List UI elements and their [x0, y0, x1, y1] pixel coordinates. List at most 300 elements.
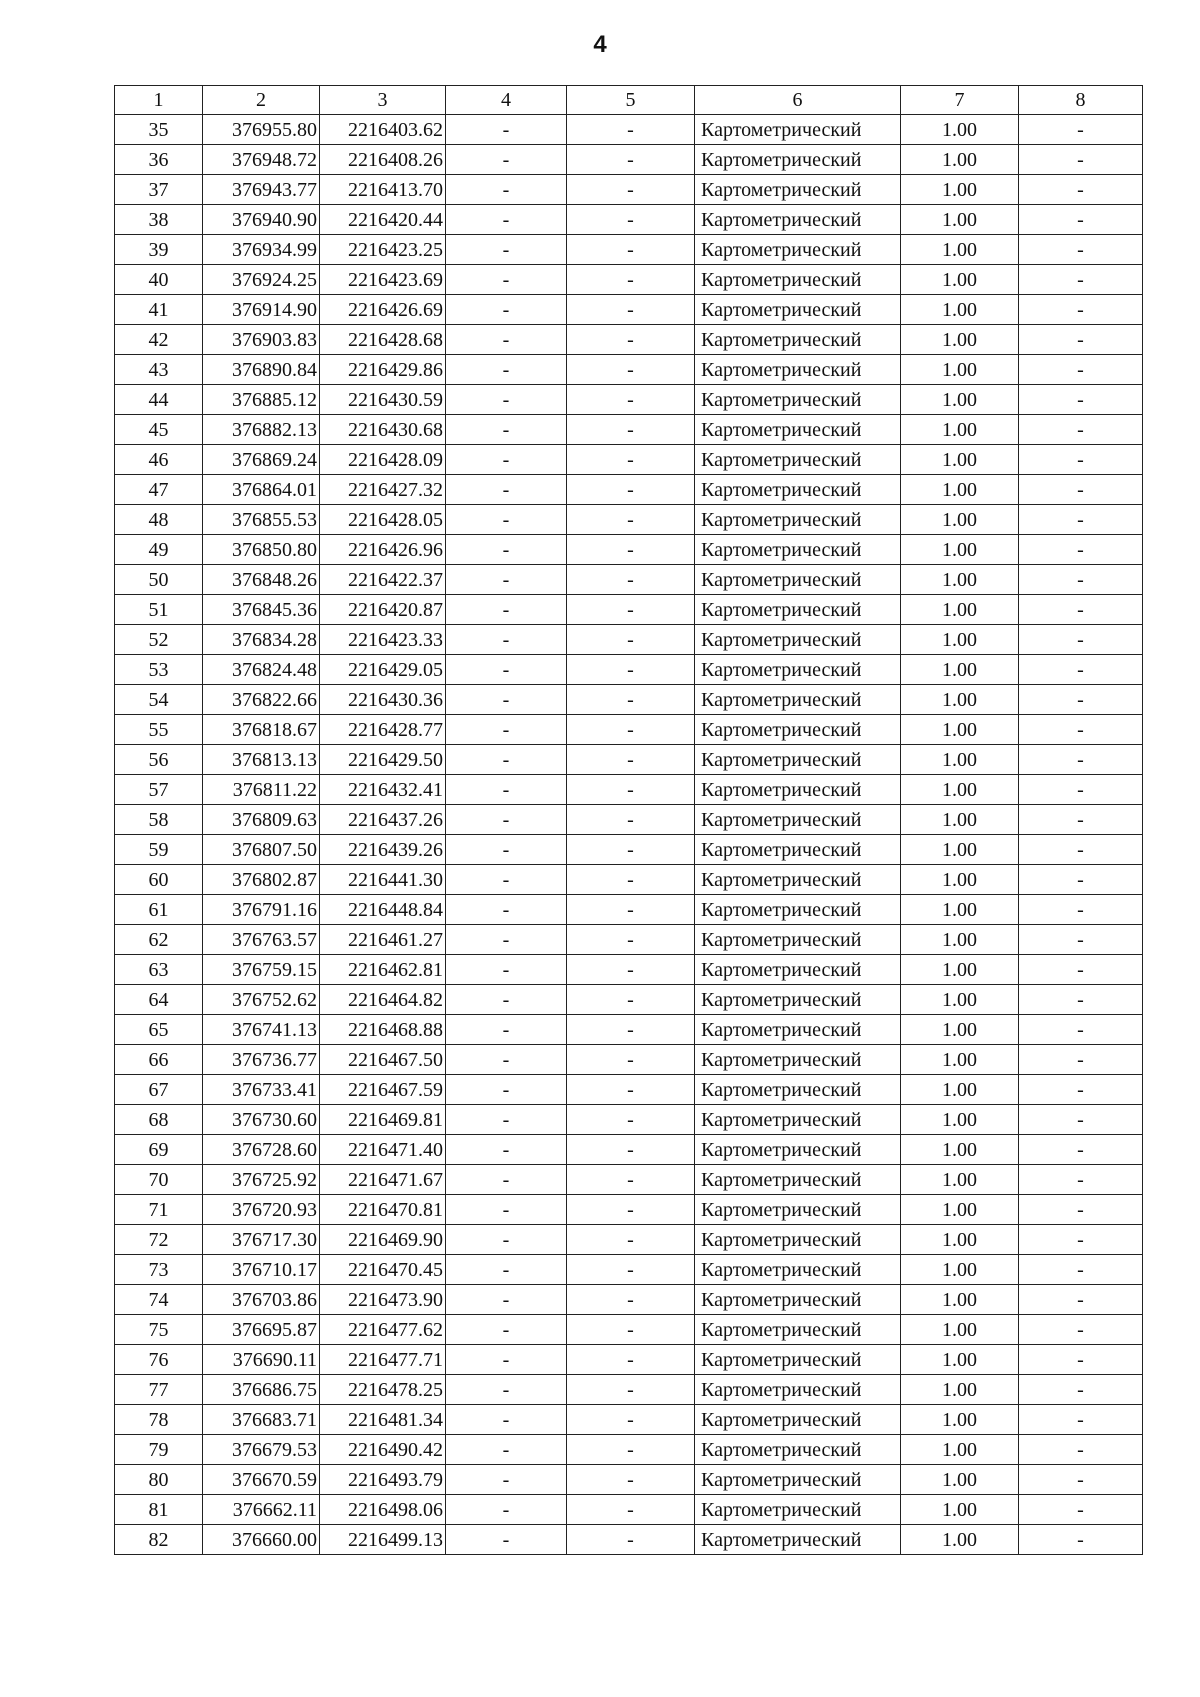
method-cell: Картометрический — [695, 775, 901, 805]
method-cell: Картометрический — [695, 1525, 901, 1555]
method-cell: Картометрический — [695, 745, 901, 775]
column-8-cell: - — [1019, 1495, 1143, 1525]
point-number-cell: 81 — [115, 1495, 203, 1525]
column-8-cell: - — [1019, 1525, 1143, 1555]
y-coordinate-cell: 2216493.79 — [320, 1465, 446, 1495]
column-4-cell: - — [446, 835, 567, 865]
x-coordinate-cell: 376813.13 — [203, 745, 320, 775]
point-number-cell: 79 — [115, 1435, 203, 1465]
x-coordinate-cell: 376730.60 — [203, 1105, 320, 1135]
column-8-cell: - — [1019, 535, 1143, 565]
y-coordinate-cell: 2216423.69 — [320, 265, 446, 295]
method-cell: Картометрический — [695, 1345, 901, 1375]
accuracy-cell: 1.00 — [901, 1195, 1019, 1225]
x-coordinate-cell: 376741.13 — [203, 1015, 320, 1045]
y-coordinate-cell: 2216429.86 — [320, 355, 446, 385]
column-5-cell: - — [567, 955, 695, 985]
column-8-cell: - — [1019, 1465, 1143, 1495]
point-number-cell: 66 — [115, 1045, 203, 1075]
x-coordinate-cell: 376934.99 — [203, 235, 320, 265]
y-coordinate-cell: 2216423.33 — [320, 625, 446, 655]
x-coordinate-cell: 376948.72 — [203, 145, 320, 175]
y-coordinate-cell: 2216471.40 — [320, 1135, 446, 1165]
x-coordinate-cell: 376850.80 — [203, 535, 320, 565]
column-4-cell: - — [446, 1225, 567, 1255]
column-4-cell: - — [446, 565, 567, 595]
accuracy-cell: 1.00 — [901, 325, 1019, 355]
column-8-cell: - — [1019, 1405, 1143, 1435]
point-number-cell: 35 — [115, 115, 203, 145]
column-4-cell: - — [446, 445, 567, 475]
point-number-cell: 39 — [115, 235, 203, 265]
column-5-cell: - — [567, 835, 695, 865]
y-coordinate-cell: 2216470.45 — [320, 1255, 446, 1285]
y-coordinate-cell: 2216427.32 — [320, 475, 446, 505]
table-row — [115, 1465, 1143, 1495]
table-row — [115, 925, 1143, 955]
x-coordinate-cell: 376791.16 — [203, 895, 320, 925]
y-coordinate-cell: 2216441.30 — [320, 865, 446, 895]
column-8-cell: - — [1019, 625, 1143, 655]
y-coordinate-cell: 2216426.69 — [320, 295, 446, 325]
table-row — [115, 265, 1143, 295]
column-8-cell: - — [1019, 205, 1143, 235]
table-row — [115, 835, 1143, 865]
table-row — [115, 625, 1143, 655]
method-cell: Картометрический — [695, 655, 901, 685]
accuracy-cell: 1.00 — [901, 1225, 1019, 1255]
accuracy-cell: 1.00 — [901, 1495, 1019, 1525]
accuracy-cell: 1.00 — [901, 205, 1019, 235]
column-4-cell: - — [446, 355, 567, 385]
coordinates-table — [114, 85, 1143, 1555]
y-coordinate-cell: 2216432.41 — [320, 775, 446, 805]
column-4-cell: - — [446, 1285, 567, 1315]
column-4-cell: - — [446, 1045, 567, 1075]
y-coordinate-cell: 2216448.84 — [320, 895, 446, 925]
accuracy-cell: 1.00 — [901, 655, 1019, 685]
x-coordinate-cell: 376890.84 — [203, 355, 320, 385]
column-4-cell: - — [446, 1255, 567, 1285]
column-8-cell: - — [1019, 505, 1143, 535]
accuracy-cell: 1.00 — [901, 475, 1019, 505]
method-cell: Картометрический — [695, 1015, 901, 1045]
x-coordinate-cell: 376683.71 — [203, 1405, 320, 1435]
table-row — [115, 535, 1143, 565]
column-4-cell: - — [446, 1195, 567, 1225]
method-cell: Картометрический — [695, 235, 901, 265]
x-coordinate-cell: 376845.36 — [203, 595, 320, 625]
column-8-cell: - — [1019, 1015, 1143, 1045]
accuracy-cell: 1.00 — [901, 265, 1019, 295]
column-5-cell: - — [567, 535, 695, 565]
column-8-cell: - — [1019, 445, 1143, 475]
x-coordinate-cell: 376834.28 — [203, 625, 320, 655]
column-5-cell: - — [567, 895, 695, 925]
column-5-cell: - — [567, 595, 695, 625]
y-coordinate-cell: 2216473.90 — [320, 1285, 446, 1315]
accuracy-cell: 1.00 — [901, 685, 1019, 715]
column-5-cell: - — [567, 775, 695, 805]
accuracy-cell: 1.00 — [901, 415, 1019, 445]
column-4-cell: - — [446, 685, 567, 715]
method-cell: Картометрический — [695, 505, 901, 535]
method-cell: Картометрический — [695, 265, 901, 295]
accuracy-cell: 1.00 — [901, 955, 1019, 985]
y-coordinate-cell: 2216403.62 — [320, 115, 446, 145]
column-8-cell: - — [1019, 655, 1143, 685]
column-8-cell: - — [1019, 745, 1143, 775]
column-4-cell: - — [446, 1165, 567, 1195]
column-5-cell: - — [567, 655, 695, 685]
table-row — [115, 715, 1143, 745]
method-cell: Картометрический — [695, 115, 901, 145]
table-row — [115, 595, 1143, 625]
point-number-cell: 69 — [115, 1135, 203, 1165]
x-coordinate-cell: 376690.11 — [203, 1345, 320, 1375]
table-row — [115, 1495, 1143, 1525]
point-number-cell: 43 — [115, 355, 203, 385]
point-number-cell: 41 — [115, 295, 203, 325]
column-8-cell: - — [1019, 1435, 1143, 1465]
column-8-cell: - — [1019, 1165, 1143, 1195]
column-header-8: 8 — [1019, 86, 1143, 115]
point-number-cell: 67 — [115, 1075, 203, 1105]
method-cell: Картометрический — [695, 415, 901, 445]
point-number-cell: 40 — [115, 265, 203, 295]
accuracy-cell: 1.00 — [901, 625, 1019, 655]
method-cell: Картометрический — [695, 1045, 901, 1075]
x-coordinate-cell: 376855.53 — [203, 505, 320, 535]
accuracy-cell: 1.00 — [901, 1105, 1019, 1135]
accuracy-cell: 1.00 — [901, 895, 1019, 925]
method-cell: Картометрический — [695, 1195, 901, 1225]
point-number-cell: 54 — [115, 685, 203, 715]
column-4-cell: - — [446, 1495, 567, 1525]
table-row — [115, 1375, 1143, 1405]
column-8-cell: - — [1019, 925, 1143, 955]
x-coordinate-cell: 376662.11 — [203, 1495, 320, 1525]
column-8-cell: - — [1019, 325, 1143, 355]
point-number-cell: 76 — [115, 1345, 203, 1375]
x-coordinate-cell: 376824.48 — [203, 655, 320, 685]
column-4-cell: - — [446, 805, 567, 835]
column-4-cell: - — [446, 475, 567, 505]
y-coordinate-cell: 2216481.34 — [320, 1405, 446, 1435]
y-coordinate-cell: 2216477.62 — [320, 1315, 446, 1345]
y-coordinate-cell: 2216478.25 — [320, 1375, 446, 1405]
method-cell: Картометрический — [695, 1285, 901, 1315]
column-5-cell: - — [567, 985, 695, 1015]
accuracy-cell: 1.00 — [901, 1045, 1019, 1075]
column-4-cell: - — [446, 205, 567, 235]
table-row — [115, 475, 1143, 505]
point-number-cell: 51 — [115, 595, 203, 625]
column-5-cell: - — [567, 745, 695, 775]
table-row — [115, 805, 1143, 835]
method-cell: Картометрический — [695, 475, 901, 505]
table-row — [115, 1405, 1143, 1435]
x-coordinate-cell: 376869.24 — [203, 445, 320, 475]
point-number-cell: 75 — [115, 1315, 203, 1345]
table-row — [115, 1195, 1143, 1225]
column-5-cell: - — [567, 1105, 695, 1135]
y-coordinate-cell: 2216422.37 — [320, 565, 446, 595]
y-coordinate-cell: 2216420.44 — [320, 205, 446, 235]
table-row — [115, 1165, 1143, 1195]
x-coordinate-cell: 376885.12 — [203, 385, 320, 415]
column-5-cell: - — [567, 505, 695, 535]
method-cell: Картометрический — [695, 1465, 901, 1495]
method-cell: Картометрический — [695, 1375, 901, 1405]
column-5-cell: - — [567, 1405, 695, 1435]
point-number-cell: 52 — [115, 625, 203, 655]
point-number-cell: 68 — [115, 1105, 203, 1135]
column-8-cell: - — [1019, 175, 1143, 205]
column-5-cell: - — [567, 1465, 695, 1495]
column-5-cell: - — [567, 115, 695, 145]
x-coordinate-cell: 376807.50 — [203, 835, 320, 865]
y-coordinate-cell: 2216477.71 — [320, 1345, 446, 1375]
column-8-cell: - — [1019, 475, 1143, 505]
column-5-cell: - — [567, 295, 695, 325]
column-4-cell: - — [446, 295, 567, 325]
y-coordinate-cell: 2216469.90 — [320, 1225, 446, 1255]
method-cell: Картометрический — [695, 385, 901, 415]
y-coordinate-cell: 2216470.81 — [320, 1195, 446, 1225]
y-coordinate-cell: 2216461.27 — [320, 925, 446, 955]
table-row — [115, 325, 1143, 355]
point-number-cell: 73 — [115, 1255, 203, 1285]
y-coordinate-cell: 2216426.96 — [320, 535, 446, 565]
column-4-cell: - — [446, 595, 567, 625]
table-row — [115, 385, 1143, 415]
y-coordinate-cell: 2216430.68 — [320, 415, 446, 445]
column-5-cell: - — [567, 1195, 695, 1225]
column-4-cell: - — [446, 715, 567, 745]
y-coordinate-cell: 2216498.06 — [320, 1495, 446, 1525]
method-cell: Картометрический — [695, 1315, 901, 1345]
point-number-cell: 77 — [115, 1375, 203, 1405]
column-8-cell: - — [1019, 715, 1143, 745]
method-cell: Картометрический — [695, 535, 901, 565]
point-number-cell: 61 — [115, 895, 203, 925]
column-5-cell: - — [567, 1255, 695, 1285]
point-number-cell: 64 — [115, 985, 203, 1015]
column-8-cell: - — [1019, 1315, 1143, 1345]
y-coordinate-cell: 2216428.05 — [320, 505, 446, 535]
column-5-cell: - — [567, 1495, 695, 1525]
y-coordinate-cell: 2216428.09 — [320, 445, 446, 475]
point-number-cell: 46 — [115, 445, 203, 475]
method-cell: Картометрический — [695, 895, 901, 925]
column-5-cell: - — [567, 1345, 695, 1375]
column-4-cell: - — [446, 1465, 567, 1495]
point-number-cell: 55 — [115, 715, 203, 745]
accuracy-cell: 1.00 — [901, 175, 1019, 205]
column-8-cell: - — [1019, 1255, 1143, 1285]
column-5-cell: - — [567, 1375, 695, 1405]
x-coordinate-cell: 376848.26 — [203, 565, 320, 595]
column-4-cell: - — [446, 265, 567, 295]
column-8-cell: - — [1019, 235, 1143, 265]
x-coordinate-cell: 376955.80 — [203, 115, 320, 145]
x-coordinate-cell: 376914.90 — [203, 295, 320, 325]
method-cell: Картометрический — [695, 835, 901, 865]
column-5-cell: - — [567, 1285, 695, 1315]
table-row — [115, 1285, 1143, 1315]
accuracy-cell: 1.00 — [901, 1015, 1019, 1045]
column-4-cell: - — [446, 1525, 567, 1555]
table-row — [115, 355, 1143, 385]
accuracy-cell: 1.00 — [901, 1255, 1019, 1285]
column-header-5: 5 — [567, 86, 695, 115]
table-row — [115, 115, 1143, 145]
x-coordinate-cell: 376736.77 — [203, 1045, 320, 1075]
y-coordinate-cell: 2216439.26 — [320, 835, 446, 865]
point-number-cell: 74 — [115, 1285, 203, 1315]
x-coordinate-cell: 376725.92 — [203, 1165, 320, 1195]
column-5-cell: - — [567, 175, 695, 205]
column-5-cell: - — [567, 1135, 695, 1165]
table-row — [115, 955, 1143, 985]
column-5-cell: - — [567, 685, 695, 715]
point-number-cell: 65 — [115, 1015, 203, 1045]
method-cell: Картометрический — [695, 985, 901, 1015]
method-cell: Картометрический — [695, 865, 901, 895]
y-coordinate-cell: 2216467.50 — [320, 1045, 446, 1075]
accuracy-cell: 1.00 — [901, 805, 1019, 835]
table-row — [115, 1105, 1143, 1135]
column-8-cell: - — [1019, 595, 1143, 625]
point-number-cell: 63 — [115, 955, 203, 985]
column-header-1: 1 — [115, 86, 203, 115]
column-8-cell: - — [1019, 1045, 1143, 1075]
method-cell: Картометрический — [695, 175, 901, 205]
x-coordinate-cell: 376720.93 — [203, 1195, 320, 1225]
point-number-cell: 37 — [115, 175, 203, 205]
column-4-cell: - — [446, 1315, 567, 1345]
column-4-cell: - — [446, 925, 567, 955]
point-number-cell: 80 — [115, 1465, 203, 1495]
column-5-cell: - — [567, 1225, 695, 1255]
column-4-cell: - — [446, 745, 567, 775]
column-5-cell: - — [567, 1165, 695, 1195]
accuracy-cell: 1.00 — [901, 445, 1019, 475]
accuracy-cell: 1.00 — [901, 865, 1019, 895]
method-cell: Картометрический — [695, 685, 901, 715]
column-5-cell: - — [567, 715, 695, 745]
point-number-cell: 62 — [115, 925, 203, 955]
column-8-cell: - — [1019, 1285, 1143, 1315]
table-row — [115, 985, 1143, 1015]
table-row — [115, 415, 1143, 445]
column-5-cell: - — [567, 865, 695, 895]
method-cell: Картометрический — [695, 1075, 901, 1105]
column-4-cell: - — [446, 985, 567, 1015]
table-row — [115, 505, 1143, 535]
column-4-cell: - — [446, 1405, 567, 1435]
column-header-2: 2 — [203, 86, 320, 115]
method-cell: Картометрический — [695, 1225, 901, 1255]
column-8-cell: - — [1019, 685, 1143, 715]
accuracy-cell: 1.00 — [901, 535, 1019, 565]
x-coordinate-cell: 376717.30 — [203, 1225, 320, 1255]
column-4-cell: - — [446, 775, 567, 805]
method-cell: Картометрический — [695, 565, 901, 595]
column-4-cell: - — [446, 1105, 567, 1135]
y-coordinate-cell: 2216430.36 — [320, 685, 446, 715]
point-number-cell: 59 — [115, 835, 203, 865]
table-row — [115, 565, 1143, 595]
table-row — [115, 895, 1143, 925]
column-4-cell: - — [446, 865, 567, 895]
point-number-cell: 60 — [115, 865, 203, 895]
accuracy-cell: 1.00 — [901, 1345, 1019, 1375]
method-cell: Картометрический — [695, 625, 901, 655]
column-8-cell: - — [1019, 415, 1143, 445]
column-4-cell: - — [446, 1345, 567, 1375]
method-cell: Картометрический — [695, 1255, 901, 1285]
column-8-cell: - — [1019, 1105, 1143, 1135]
column-header-4: 4 — [446, 86, 567, 115]
point-number-cell: 48 — [115, 505, 203, 535]
x-coordinate-cell: 376818.67 — [203, 715, 320, 745]
y-coordinate-cell: 2216468.88 — [320, 1015, 446, 1045]
accuracy-cell: 1.00 — [901, 355, 1019, 385]
method-cell: Картометрический — [695, 1165, 901, 1195]
table-row — [115, 1435, 1143, 1465]
method-cell: Картометрический — [695, 205, 901, 235]
point-number-cell: 82 — [115, 1525, 203, 1555]
accuracy-cell: 1.00 — [901, 1375, 1019, 1405]
accuracy-cell: 1.00 — [901, 775, 1019, 805]
column-8-cell: - — [1019, 265, 1143, 295]
table-row — [115, 445, 1143, 475]
column-4-cell: - — [446, 175, 567, 205]
table-row — [115, 1255, 1143, 1285]
column-4-cell: - — [446, 895, 567, 925]
method-cell: Картометрический — [695, 1105, 901, 1135]
method-cell: Картометрический — [695, 805, 901, 835]
point-number-cell: 38 — [115, 205, 203, 235]
point-number-cell: 72 — [115, 1225, 203, 1255]
accuracy-cell: 1.00 — [901, 115, 1019, 145]
point-number-cell: 57 — [115, 775, 203, 805]
column-5-cell: - — [567, 1045, 695, 1075]
y-coordinate-cell: 2216428.68 — [320, 325, 446, 355]
accuracy-cell: 1.00 — [901, 745, 1019, 775]
y-coordinate-cell: 2216464.82 — [320, 985, 446, 1015]
x-coordinate-cell: 376822.66 — [203, 685, 320, 715]
column-8-cell: - — [1019, 355, 1143, 385]
column-8-cell: - — [1019, 865, 1143, 895]
x-coordinate-cell: 376733.41 — [203, 1075, 320, 1105]
y-coordinate-cell: 2216408.26 — [320, 145, 446, 175]
table-row — [115, 655, 1143, 685]
method-cell: Картометрический — [695, 445, 901, 475]
column-5-cell: - — [567, 925, 695, 955]
column-5-cell: - — [567, 1435, 695, 1465]
column-4-cell: - — [446, 505, 567, 535]
table-row — [115, 1075, 1143, 1105]
column-5-cell: - — [567, 205, 695, 235]
column-5-cell: - — [567, 235, 695, 265]
column-5-cell: - — [567, 1015, 695, 1045]
column-5-cell: - — [567, 1075, 695, 1105]
method-cell: Картометрический — [695, 325, 901, 355]
table-row — [115, 145, 1143, 175]
